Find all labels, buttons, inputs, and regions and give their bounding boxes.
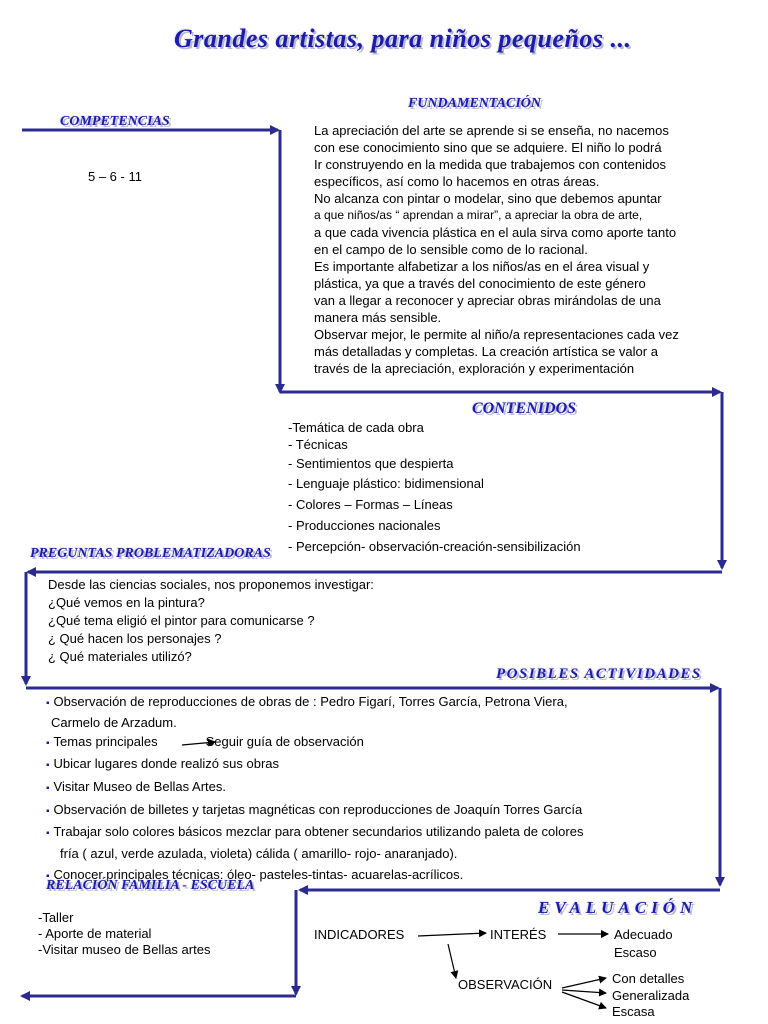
fundamentacion-line: No alcanza con pintar o modelar, sino que debemos apuntar: [314, 191, 662, 206]
preguntas-heading: PREGUNTAS PROBLEMATIZADORAS: [30, 546, 271, 561]
contenidos-item: - Producciones nacionales: [288, 518, 441, 533]
preguntas-line: Desde las ciencias sociales, nos proponemos investigar:: [48, 577, 374, 592]
bullet-icon: [46, 756, 54, 771]
observacion-to-escasa-arrow: [562, 992, 606, 1008]
actividades-item-text: Observación de reproducciones de obras de : Pedro Figarí, Torres García, Petrona Viera,: [53, 694, 568, 709]
preguntas-line: ¿ Qué materiales utilizó?: [48, 649, 192, 664]
adecuado-label: Adecuado: [614, 927, 673, 942]
fundamentacion-line: a que cada vivencia plástica en el aula sirva como aporte tanto: [314, 225, 677, 240]
actividades-item-text: Visitar Museo de Bellas Artes.: [53, 779, 226, 794]
competencias-value: 5 – 6 - 11: [88, 169, 142, 184]
relacion-line: -Visitar museo de Bellas artes: [38, 942, 211, 957]
fundamentacion-line: específicos, así como lo hacemos en otras áreas.: [314, 174, 600, 189]
fundamentacion-line: con ese conocimiento sino que se adquiere. El niño lo podrá: [314, 140, 662, 155]
fundamentacion-line: a que niños/as “ aprendan a mirar”, a apreciar la obra de arte,: [314, 208, 643, 222]
escasa-label: Escasa: [612, 1004, 655, 1019]
observacion-to-generalizada-arrow: [562, 990, 606, 993]
relacion-line: - Aporte de material: [38, 926, 152, 941]
fundamentacion-line: en el campo de lo sensible como de lo racional.: [314, 242, 588, 257]
actividades-item: [46, 754, 583, 776]
contenidos-item: - Colores – Formas – Líneas: [288, 497, 453, 512]
actividades-item-text: Ubicar lugares donde realizó sus obras: [53, 756, 280, 771]
actividades-item-cont: Carmelo de Arzadum.: [51, 715, 177, 730]
preguntas-line: ¿Qué tema eligió el pintor para comunicarse ?: [48, 613, 315, 628]
fundamentacion-line: La apreciación del arte se aprende si se enseña, no nacemos: [314, 123, 669, 138]
relacion-list: [38, 910, 210, 958]
fundamentacion-line: Observar mejor, le permite al niño/a representaciones cada vez: [314, 327, 679, 342]
interes-label: INTERÉS: [490, 927, 547, 942]
contenidos-item: - Percepción- observación-creación-sensibilización: [288, 539, 581, 554]
fundamentacion-line: manera más sensible.: [314, 310, 442, 325]
competencias-heading: COMPETENCIAS: [60, 114, 170, 129]
fundamentacion-text: [314, 122, 679, 377]
contenidos-item: -Temática de cada obra: [288, 420, 424, 435]
escaso-label: Escaso: [614, 945, 657, 960]
relacion-heading: RELACIÓN FAMILIA - ESCUELA: [46, 878, 255, 893]
actividades-item-text: Conocer principales técnicas: óleo- pasteles-tintas- acuarelas-acrílicos.: [53, 867, 464, 882]
actividades-item: [46, 732, 583, 754]
observacion-to-detalles-arrow: [562, 978, 606, 988]
actividades-heading: POSIBLES ACTIVIDADES: [496, 666, 702, 682]
fundamentacion-line: Ir construyendo en la medida que trabajemos con contenidos: [314, 157, 666, 172]
contenidos-list: [288, 420, 581, 557]
con-detalles-label: Con detalles: [612, 971, 685, 986]
actividades-item: [46, 692, 583, 713]
generalizada-label: Generalizada: [612, 988, 690, 1003]
indicadores-label: INDICADORES: [314, 927, 405, 942]
page-title: Grandes artistas, para niños pequeños ...: [174, 24, 632, 53]
fundamentacion-line: plástica, ya que a través del conocimiento de este género: [314, 276, 646, 291]
bullet-icon: [46, 694, 54, 709]
indicadores-to-observacion-arrow: [448, 944, 456, 978]
actividades-list: [46, 692, 583, 887]
actividades-item-cont: fría ( azul, verde azulada, violeta) cálida ( amarillo- rojo- anaranjado).: [60, 846, 458, 861]
contenidos-item: - Sentimientos que despierta: [288, 456, 454, 471]
actividades-item-text: Trabajar solo colores básicos mezclar para obtener secundarios utilizando paleta de colores: [53, 824, 584, 839]
preguntas-line: ¿ Qué hacen los personajes ?: [48, 631, 222, 646]
actividades-item: [46, 799, 583, 822]
fundamentacion-line: más detalladas y completas. La creación artística se valor a: [314, 344, 658, 359]
preguntas-line: ¿Qué vemos en la pintura?: [48, 595, 205, 610]
contenidos-item: - Técnicas: [288, 437, 348, 452]
bullet-icon: [46, 779, 54, 794]
indicadores-to-interes-arrow: [418, 933, 486, 936]
temas-label: Temas principales: [53, 734, 158, 749]
fundamentacion-line: van a llegar a reconocer y apreciar obras mirándolas de una: [314, 293, 661, 308]
contenidos-heading: CONTENIDOS: [472, 400, 577, 417]
actividades-item-text: Observación de billetes y tarjetas magnéticas con reproducciones de Joaquín Torres García: [53, 802, 583, 817]
fundamentacion-line: Es importante alfabetizar a los niños/as en el área visual y: [314, 259, 650, 274]
evaluacion-heading: EVALUACIÓN: [538, 898, 698, 917]
contenidos-item: - Lenguaje plástico: bidimensional: [288, 476, 484, 491]
bullet-icon: [46, 734, 54, 749]
actividades-item: [46, 822, 583, 844]
preguntas-list: [48, 576, 374, 666]
bullet-icon: [46, 802, 54, 817]
bullet-icon: [46, 824, 54, 839]
temas-target: Seguir guía de observación: [205, 734, 364, 749]
actividades-item: [46, 776, 583, 799]
relacion-line: -Taller: [38, 910, 74, 925]
observacion-label: OBSERVACIÓN: [458, 977, 553, 992]
fundamentacion-heading: FUNDAMENTACIÓN: [408, 96, 542, 111]
fundamentacion-line: través de la apreciación, exploración y experimentación: [314, 361, 635, 376]
